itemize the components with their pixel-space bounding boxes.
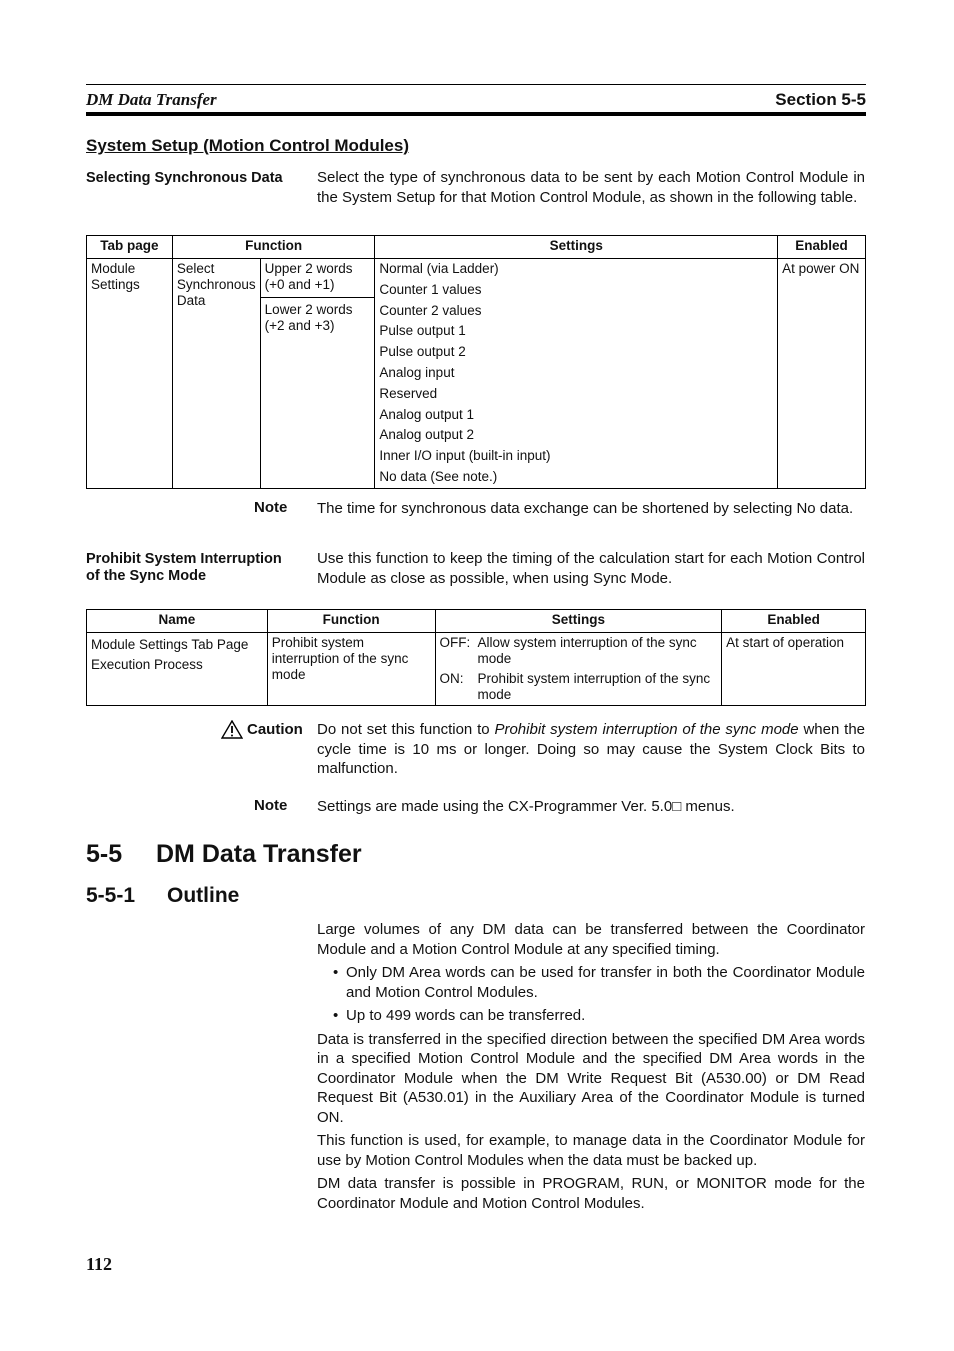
- setting-off: [440, 635, 718, 667]
- on-text: Prohibit system interruption of the sync mode: [477, 671, 711, 702]
- note2-text: [317, 797, 865, 817]
- cell-enabled: At power ON: [778, 259, 866, 489]
- caution-label-group: [221, 720, 303, 739]
- header-function: Function: [267, 610, 435, 633]
- cell-settings: [375, 259, 778, 489]
- cell-name: [87, 633, 268, 706]
- list-item: Pulse output 2: [379, 344, 466, 360]
- bullet-text: Only DM Area words can be used for transfer in both the Coordinator Module and Motion Control Modules.: [346, 964, 865, 1001]
- sync-data-table: [86, 235, 866, 489]
- outline-body: [317, 920, 865, 1213]
- list-item: Analog output 1: [379, 406, 474, 422]
- bullet-icon: •: [333, 964, 339, 981]
- header-settings: Settings: [375, 236, 778, 259]
- header-tab-page: Tab page: [87, 236, 173, 259]
- selecting-side-heading: Selecting Synchronous Data: [86, 170, 283, 186]
- cell-function-main: Select Synchronous Data: [172, 259, 260, 489]
- subheading-number: 5-5-1: [86, 884, 136, 907]
- header-function: Function: [172, 236, 375, 259]
- table-header-row: [87, 610, 866, 633]
- outline-paragraph-1: Large volumes of any DM data can be transferred between the Coordinator Module and a Motion Control Module at any specified timing.: [317, 921, 865, 958]
- note-text: The time for synchronous data exchange can be shortened by selecting No data.: [317, 500, 854, 517]
- list-item: [317, 1006, 865, 1026]
- list-item: Analog output 2: [379, 427, 474, 443]
- list-item: Normal (via Ladder): [379, 261, 499, 276]
- header-section-number: Section 5-5: [775, 90, 866, 109]
- header-bottom-rule: [86, 112, 866, 116]
- function-lower-words: Lower 2 words (+2 and +3): [261, 297, 375, 334]
- off-text: Allow system interruption of the sync mode: [477, 635, 697, 666]
- list-item: No data (See note.): [379, 468, 498, 484]
- on-label: ON:: [439, 671, 464, 686]
- cell-function: Prohibit system interruption of the sync mode: [267, 633, 435, 706]
- cell-function-sub: [260, 259, 375, 489]
- header-chapter-title: DM Data Transfer: [86, 90, 217, 109]
- setting-on: [440, 671, 718, 703]
- caution-text: [317, 720, 865, 779]
- note2-text-before: Settings are made using the CX-Programmer Ver. 5.0: [317, 798, 673, 815]
- note-label: Note: [254, 797, 288, 814]
- caution-text-after: when the cycle time is 10 ms or longer. Doing so may cause the System Clock Bits to malfunction.: [317, 721, 866, 777]
- list-item: Pulse output 1: [379, 323, 466, 339]
- subheading-title: Outline: [167, 884, 240, 907]
- list-item: [317, 963, 865, 1002]
- cell-enabled: At start of operation: [722, 633, 866, 706]
- bullet-icon: •: [333, 1007, 339, 1024]
- cell-settings: [435, 633, 722, 706]
- function-upper-words: Upper 2 words (+0 and +1): [264, 261, 353, 292]
- off-label: OFF:: [439, 635, 471, 650]
- caution-text-italic: Prohibit system interruption of the sync mode: [494, 721, 799, 738]
- outline-paragraph-2: Data is transferred in the specified direction between the specified DM Area words in a specified Motion Control Module and the specified DM Area words in the Coordinator Module when the DM Write Request Bit (A530.00) or DM Read Request Bit (A530.01) in the Auxiliary Area of the Coordinator Module is turned ON.: [317, 1030, 865, 1126]
- cell-tab-page: Module Settings: [87, 259, 173, 489]
- heading-number: 5-5: [86, 840, 123, 868]
- name-line-1: Module Settings Tab Page: [91, 637, 249, 652]
- bullet-text: Up to 499 words can be transferred.: [346, 1007, 586, 1024]
- section-heading: System Setup (Motion Control Modules): [86, 136, 409, 155]
- outline-paragraph-3: This function is used, for example, to manage data in the Coordinator Module for use by Motion Control Modules when the data must be backed up.: [317, 1132, 865, 1169]
- selecting-text: Select the type of synchronous data to be sent by each Motion Control Module in the System Setup for that Motion Control Module, as shown in the following table.: [317, 169, 865, 206]
- prohibit-table: [86, 609, 866, 706]
- prohibit-side-heading: Prohibit System Interruption of the Sync Mode: [86, 551, 282, 584]
- header-settings: Settings: [435, 610, 722, 633]
- list-item: Counter 2 values: [379, 302, 482, 318]
- warning-triangle-icon: [221, 720, 243, 739]
- note2-text-after: menus.: [681, 798, 735, 815]
- prohibit-text: Use this function to keep the timing of the calculation start for each Motion Control Module as close as possible, when using Sync Mode.: [317, 550, 865, 587]
- header-enabled: Enabled: [722, 610, 866, 633]
- caution-text-before: Do not set this function to: [317, 721, 495, 738]
- header-top-rule: [86, 84, 866, 85]
- caution-label: Caution: [247, 721, 303, 738]
- list-item: Analog input: [379, 364, 455, 380]
- name-line-2: Execution Process: [91, 657, 203, 672]
- placeholder-box-icon: □: [672, 798, 682, 815]
- table-header-row: [87, 236, 866, 259]
- table-row: [87, 259, 866, 489]
- header-enabled: Enabled: [778, 236, 866, 259]
- outline-paragraph-4: DM data transfer is possible in PROGRAM, RUN, or MONITOR mode for the Coordinator Module and Motion Control Modules.: [317, 1175, 865, 1212]
- note-label: Note: [254, 499, 288, 516]
- list-item: Counter 1 values: [379, 281, 482, 297]
- page-number: 112: [86, 1254, 113, 1274]
- list-item: Reserved: [379, 385, 438, 401]
- list-item: Inner I/O input (built-in input): [379, 448, 551, 464]
- table-row: [87, 633, 866, 706]
- header-name: Name: [87, 610, 268, 633]
- heading-title: DM Data Transfer: [156, 840, 362, 868]
